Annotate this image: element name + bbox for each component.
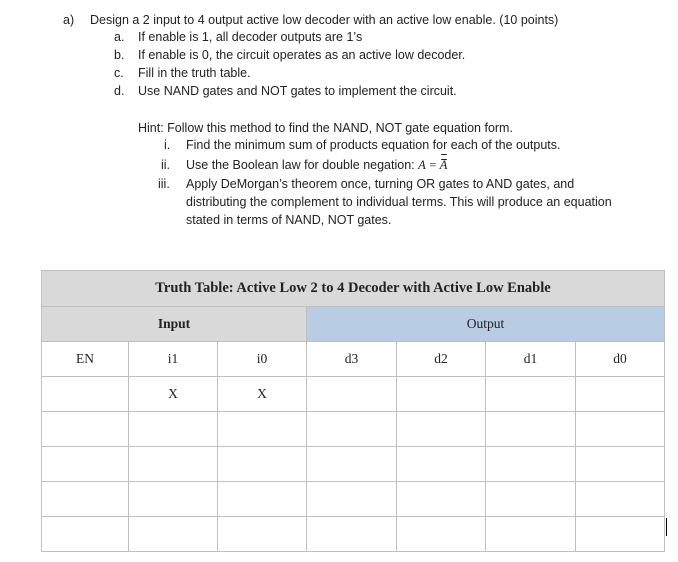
column-header-en: EN (42, 342, 129, 377)
column-header-d2: d2 (397, 342, 486, 377)
column-header-i0: i0 (218, 342, 307, 377)
double-overbar (441, 154, 446, 160)
table-row (42, 447, 665, 482)
cell-d0[interactable] (576, 377, 665, 412)
cell-d2[interactable] (397, 517, 486, 552)
cell-d1[interactable] (486, 412, 576, 447)
truth-table (41, 270, 665, 552)
cell-d0[interactable] (576, 447, 665, 482)
table-title: Truth Table: Active Low 2 to 4 Decoder with Active Low Enable (42, 271, 665, 307)
cell-d2[interactable] (397, 412, 486, 447)
cell-d3[interactable] (307, 377, 397, 412)
table-row (42, 377, 665, 412)
cell-i1[interactable] (129, 517, 218, 552)
cell-i0[interactable] (218, 517, 307, 552)
text-cursor (666, 518, 667, 536)
item-text-d: Use NAND gates and NOT gates to implement the circuit. (138, 84, 457, 98)
hint-step-iii-line1: Apply DeMorgan’s theorem once, turning OR gates to AND gates, and (186, 177, 575, 191)
item-text-a: If enable is 1, all decoder outputs are 1’s (138, 30, 363, 44)
cell-d3[interactable] (307, 482, 397, 517)
cell-i1[interactable] (129, 412, 218, 447)
cell-i1[interactable]: X (129, 377, 218, 412)
hint-step-iii-line3: stated in terms of NAND, NOT gates. (186, 213, 392, 227)
cell-d0[interactable] (576, 482, 665, 517)
cell-d2[interactable] (397, 447, 486, 482)
item-text-b: If enable is 0, the circuit operates as an active low decoder. (138, 48, 466, 62)
cell-en[interactable] (42, 377, 129, 412)
item-marker-d: d. (114, 84, 125, 98)
cell-en[interactable] (42, 447, 129, 482)
item-text-c: Fill in the truth table. (138, 66, 251, 80)
cell-d1[interactable] (486, 377, 576, 412)
cell-d0[interactable] (576, 412, 665, 447)
item-marker-b: b. (114, 48, 125, 62)
item-marker-a: a. (114, 30, 125, 44)
cell-i0[interactable] (218, 412, 307, 447)
cell-i1[interactable] (129, 482, 218, 517)
hint-step-i: Find the minimum sum of products equation for each of the outputs. (186, 138, 561, 152)
question-heading: Design a 2 input to 4 output active low decoder with an active low enable. (10 points) (90, 13, 559, 27)
cell-i1[interactable] (129, 447, 218, 482)
column-header-i1: i1 (129, 342, 218, 377)
cell-i0[interactable] (218, 482, 307, 517)
cell-i0[interactable] (218, 447, 307, 482)
hint-step-iii-line2: distributing the complement to individual terms. This will produce an equation (186, 195, 612, 209)
cell-d0[interactable] (576, 517, 665, 552)
cell-d1[interactable] (486, 447, 576, 482)
column-header-d3: d3 (307, 342, 397, 377)
question-label: a) (63, 13, 75, 27)
table-row (42, 517, 665, 552)
cell-d3[interactable] (307, 412, 397, 447)
hint-step-ii (186, 157, 447, 173)
cell-d1[interactable] (486, 482, 576, 517)
input-header: Input (42, 307, 307, 342)
cell-i0[interactable]: X (218, 377, 307, 412)
table-row (42, 412, 665, 447)
hint-step-ii-text: Use the Boolean law for double negation: (186, 158, 415, 172)
double-negation-rhs (440, 157, 448, 173)
cell-d3[interactable] (307, 517, 397, 552)
double-negation-equals: = (429, 158, 437, 172)
hint-marker-i: i. (164, 138, 171, 152)
double-negation-lhs: A (418, 158, 426, 172)
hint-intro: Hint: Follow this method to find the NAND, NOT gate equation form. (138, 121, 513, 135)
cell-d3[interactable] (307, 447, 397, 482)
cell-en[interactable] (42, 517, 129, 552)
cell-en[interactable] (42, 482, 129, 517)
cell-d2[interactable] (397, 482, 486, 517)
table-row (42, 482, 665, 517)
cell-en[interactable] (42, 412, 129, 447)
hint-marker-iii: iii. (158, 177, 170, 191)
cell-d2[interactable] (397, 377, 486, 412)
item-marker-c: c. (114, 66, 124, 80)
hint-marker-ii: ii. (161, 158, 171, 172)
cell-d1[interactable] (486, 517, 576, 552)
column-header-d1: d1 (486, 342, 576, 377)
double-negation-rhs-letter: A (439, 158, 448, 172)
output-header: Output (307, 307, 665, 342)
column-header-d0: d0 (576, 342, 665, 377)
